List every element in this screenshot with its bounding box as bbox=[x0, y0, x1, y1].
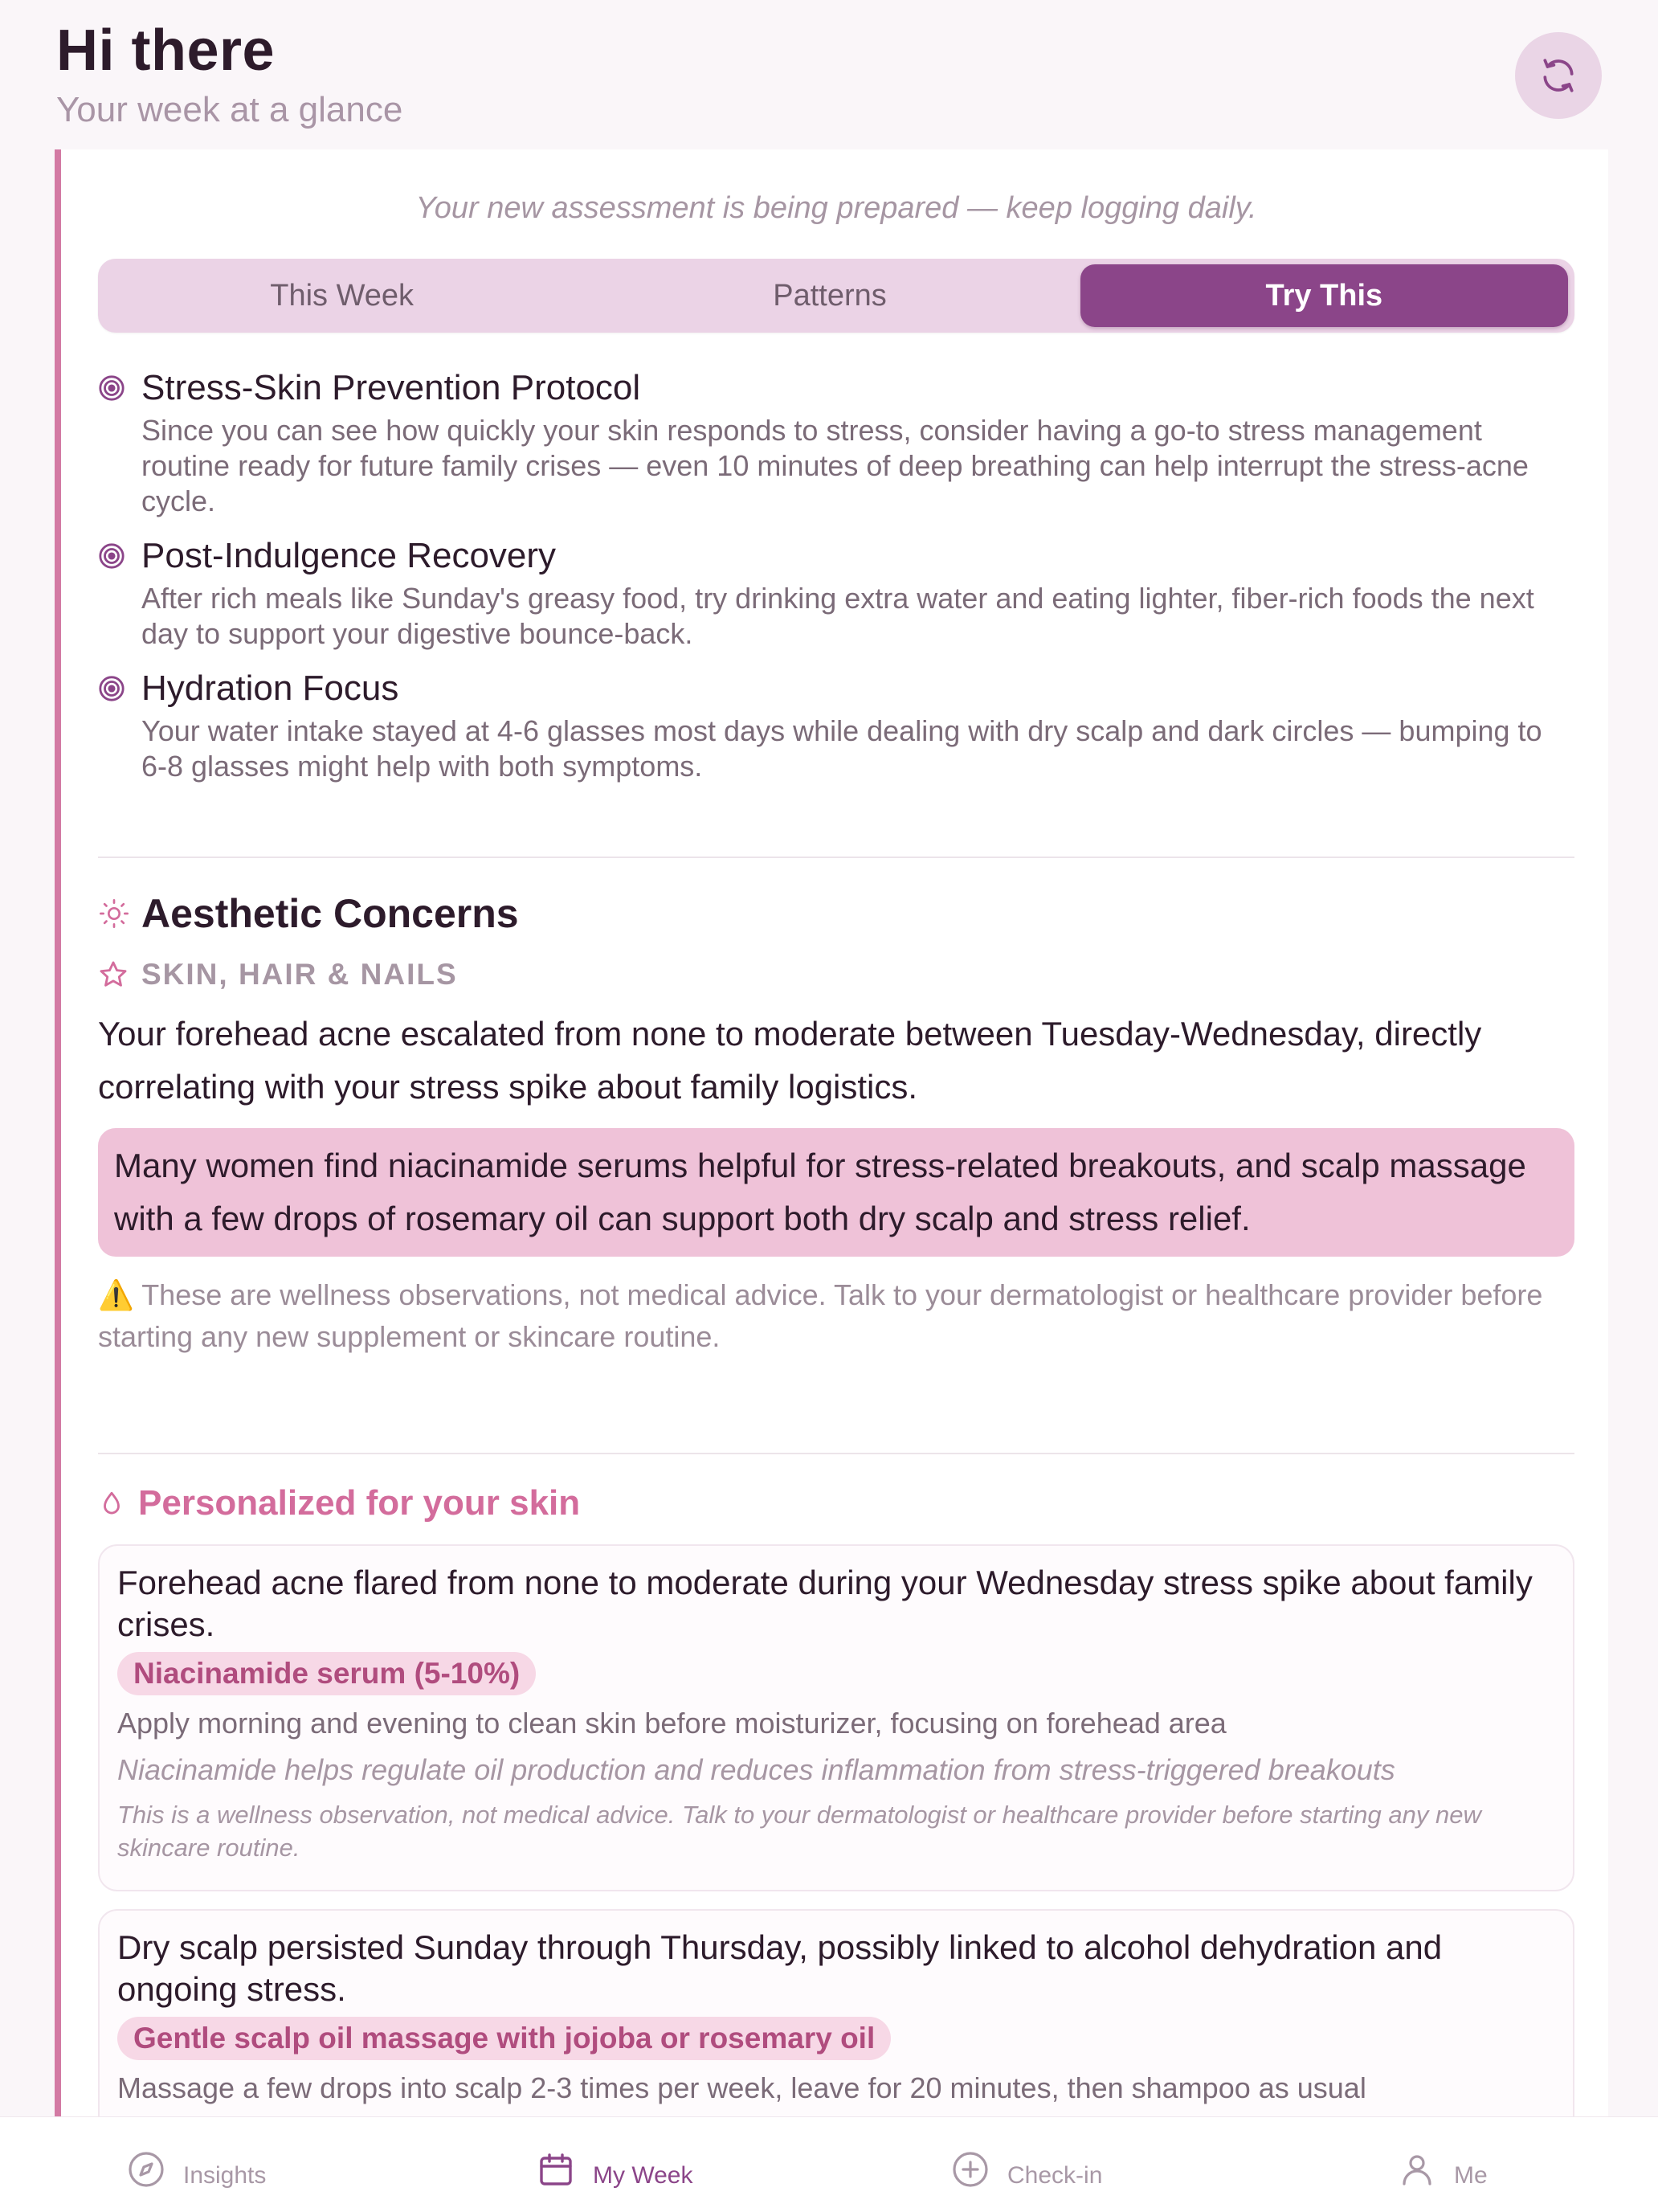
nav-label: Check-in bbox=[1007, 2162, 1103, 2189]
section-title: Aesthetic Concerns bbox=[141, 891, 519, 936]
tab-try-this[interactable]: Try This bbox=[1080, 264, 1568, 327]
nav-my-week[interactable] bbox=[537, 2149, 692, 2190]
warning-icon: ⚠️ bbox=[98, 1278, 134, 1311]
personalized-header bbox=[98, 1483, 1574, 1523]
star-icon bbox=[98, 959, 129, 990]
tip-title: Post-Indulgence Recovery bbox=[141, 536, 557, 575]
tip-title: Stress-Skin Prevention Protocol bbox=[141, 368, 641, 407]
nav-check-in[interactable] bbox=[951, 2149, 1102, 2190]
target-icon bbox=[98, 675, 125, 702]
rec-why: Niacinamide helps regulate oil production and reduces inflammation from stress-triggered breakouts bbox=[117, 1753, 1395, 1786]
section-divider bbox=[98, 857, 1574, 858]
tab-this-week[interactable]: This Week bbox=[270, 278, 414, 313]
refresh-button[interactable] bbox=[1515, 32, 1602, 119]
rec-disclaimer: This is a wellness observation, not medical advice. Talk to your dermatologist or healthcare provider before starting any new skincare routine. bbox=[117, 1801, 1481, 1862]
aesthetic-summary: Your forehead acne escalated from none to moderate between Tuesday-Wednesday, directly correlating with your stress spike about family logistics. bbox=[98, 1015, 1482, 1106]
segmented-tabs bbox=[98, 259, 1574, 333]
tip-item bbox=[98, 536, 1574, 652]
rec-title: Forehead acne flared from none to moderate during your Wednesday stress spike about family crises. bbox=[117, 1564, 1533, 1643]
tip-text: After rich meals like Sunday's greasy food, try drinking extra water and eating lighter, fiber-rich foods the next day to support your digestive bounce-back. bbox=[141, 582, 1534, 650]
bottom-tab-bar bbox=[0, 2116, 1658, 2212]
wellness-disclaimer bbox=[98, 1274, 1574, 1358]
disclaimer-text: These are wellness observations, not medical advice. Talk to your dermatologist or healthcare provider before starting any new supplement or skincare routine. bbox=[98, 1278, 1543, 1353]
aesthetic-header bbox=[98, 890, 1574, 937]
tip-text: Your water intake stayed at 4-6 glasses most days while dealing with dry scalp and dark circles — bumping to 6-8 glasses might help with both symptoms. bbox=[141, 714, 1542, 783]
tip-text: Since you can see how quickly your skin responds to stress, consider having a go-to stress management routine ready for future family crises — even 10 minutes of deep breathing can help interrupt the stress-acne cycle. bbox=[141, 414, 1529, 517]
product-pill: Gentle scalp oil massage with jojoba or rosemary oil bbox=[117, 2017, 891, 2060]
nav-label: Me bbox=[1454, 2162, 1488, 2189]
droplet-icon bbox=[98, 1490, 125, 1517]
nav-me[interactable] bbox=[1398, 2149, 1488, 2190]
tab-patterns[interactable]: Patterns bbox=[773, 278, 887, 313]
target-icon bbox=[98, 542, 125, 570]
tip-title: Hydration Focus bbox=[141, 669, 399, 708]
personalized-heading: Personalized for your skin bbox=[138, 1483, 581, 1523]
subhead-label: SKIN, HAIR & NAILS bbox=[141, 958, 458, 991]
assessment-note: Your new assessment is being prepared — keep logging daily. bbox=[415, 191, 1257, 225]
rec-how: Massage a few drops into scalp 2-3 times per week, leave for 20 minutes, then shampoo as usual bbox=[117, 2071, 1366, 2104]
refresh-icon bbox=[1538, 55, 1578, 96]
tip-item bbox=[98, 669, 1574, 784]
nav-label: Insights bbox=[183, 2162, 267, 2189]
compass-icon bbox=[127, 2150, 165, 2189]
rec-title: Dry scalp persisted Sunday through Thursday, possibly linked to alcohol dehydration and ongoing stress. bbox=[117, 1928, 1443, 2008]
tip-item bbox=[98, 368, 1574, 519]
nav-insights[interactable] bbox=[127, 2149, 266, 2190]
page-subtitle: Your week at a glance bbox=[56, 90, 403, 129]
page-header bbox=[56, 18, 402, 130]
calendar-icon bbox=[537, 2150, 575, 2189]
target-icon bbox=[98, 374, 125, 402]
sun-icon bbox=[98, 897, 130, 930]
nav-label: My Week bbox=[593, 2162, 693, 2189]
person-icon bbox=[1398, 2150, 1436, 2189]
weekly-summary-card bbox=[55, 149, 1608, 2120]
recommendation-card[interactable] bbox=[98, 1909, 1574, 2120]
recommendation-card[interactable] bbox=[98, 1544, 1574, 1891]
page-title: Hi there bbox=[56, 18, 276, 83]
plus-circle-icon bbox=[951, 2150, 990, 2189]
suggestion-highlight: Many women find niacinamide serums helpful for stress-related breakouts, and scalp massage with a few drops of rosemary oil can support both dry scalp and stress relief. bbox=[98, 1128, 1574, 1257]
section-subhead bbox=[98, 958, 1574, 992]
product-pill: Niacinamide serum (5-10%) bbox=[117, 1652, 536, 1695]
rec-how: Apply morning and evening to clean skin before moisturizer, focusing on forehead area bbox=[117, 1707, 1227, 1740]
section-divider bbox=[98, 1453, 1574, 1454]
